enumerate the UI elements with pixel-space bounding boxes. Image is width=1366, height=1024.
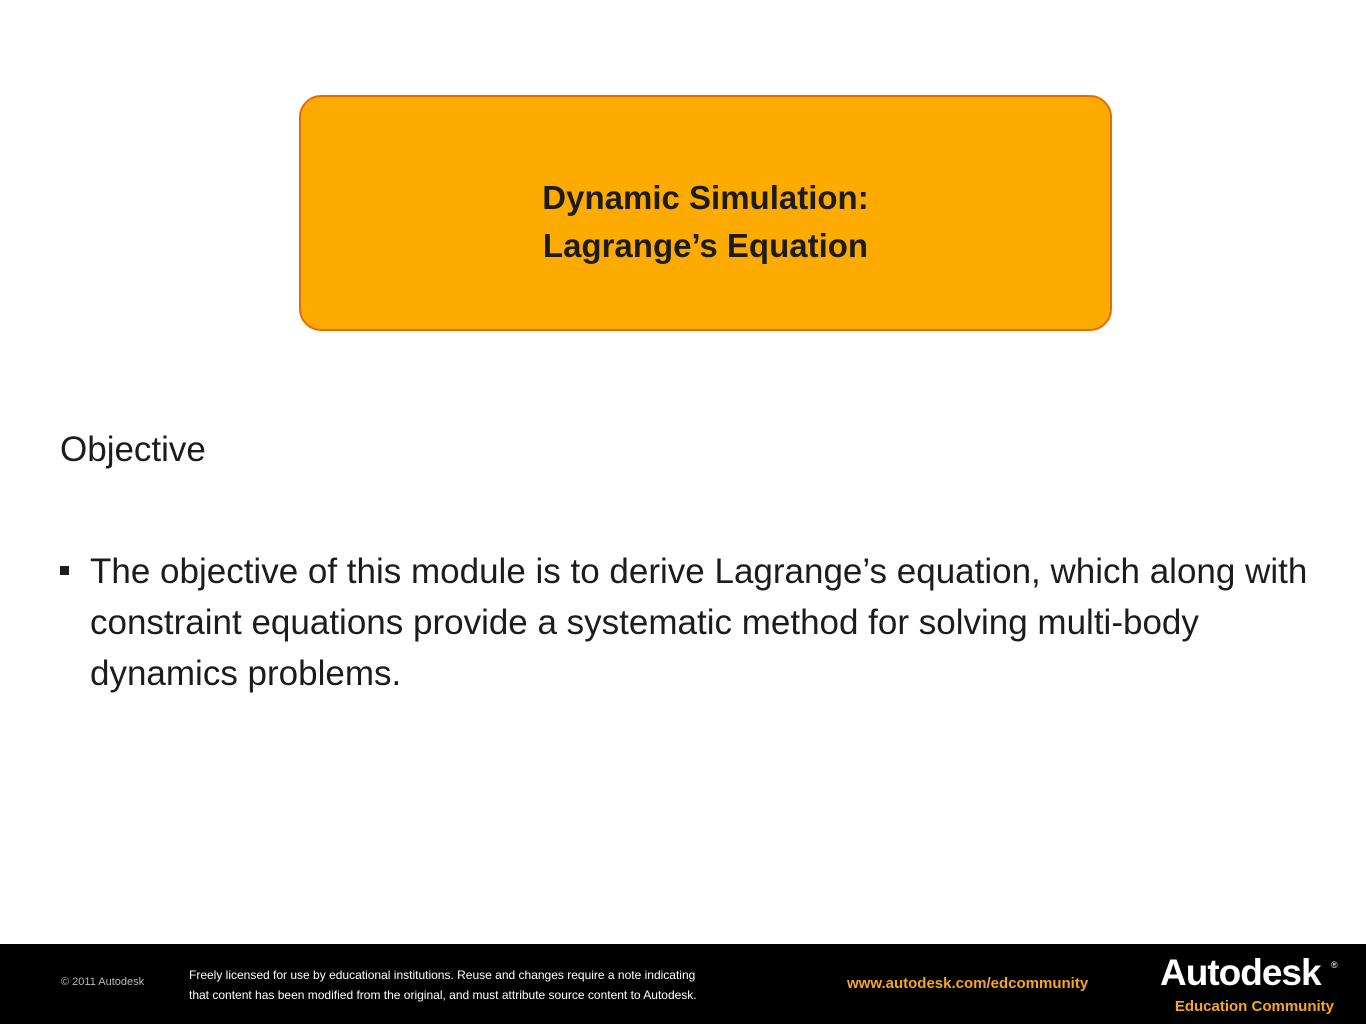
bullet-item	[60, 546, 1320, 699]
brand-name: Autodesk	[1160, 952, 1321, 993]
brand-subtitle: Education Community	[1174, 998, 1334, 1015]
title-box	[299, 95, 1112, 331]
copyright-text: © 2011 Autodesk	[61, 976, 145, 988]
license-text	[189, 965, 697, 1005]
footer-bar	[0, 944, 1366, 1024]
section-heading: Objective	[60, 430, 206, 469]
title-line-2: Lagrange’s Equation	[542, 227, 869, 264]
edcommunity-link[interactable]: www.autodesk.com/edcommunity	[847, 975, 1089, 992]
title-line-1: Dynamic Simulation:	[542, 179, 869, 216]
autodesk-logo	[1158, 952, 1338, 1022]
license-line-2: that content has been modified from the original, and must attribute source content to Autodesk.	[189, 988, 697, 1002]
license-line-1: Freely licensed for use by educational institutions. Reuse and changes require a note indicating	[189, 968, 696, 982]
registered-mark: ®	[1331, 960, 1338, 970]
square-bullet-icon	[60, 566, 69, 575]
bullet-text: The objective of this module is to derive Lagrange’s equation, which along with constraint equations provide a systematic method for solving multi-body dynamics problems.	[90, 552, 1308, 693]
